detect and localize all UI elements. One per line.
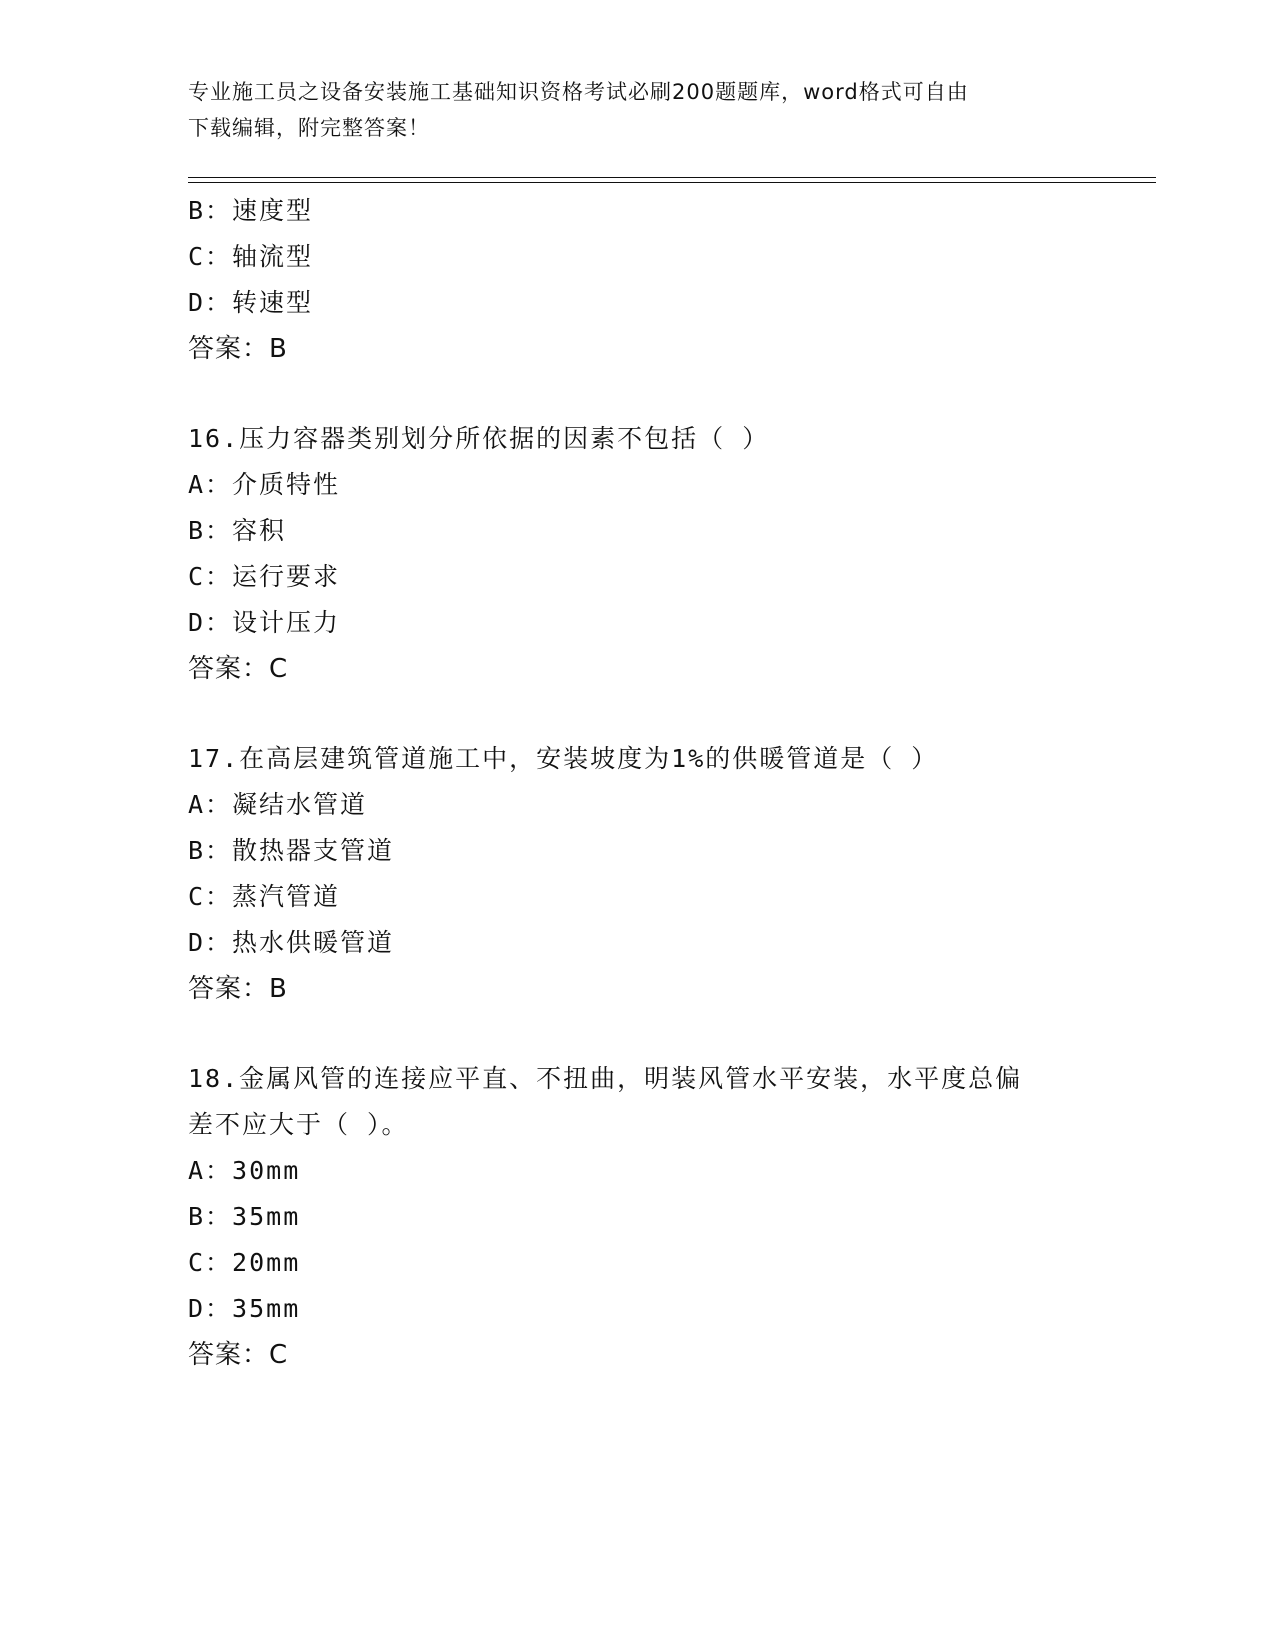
question-block-17 <box>188 736 1088 1012</box>
option-d: D：设计压力 <box>188 608 341 637</box>
question-stem-line-2: 差不应大于（ ）。 <box>188 1110 409 1139</box>
option-a: A：介质特性 <box>188 470 341 499</box>
question-list <box>188 188 1088 1378</box>
option-c: C：运行要求 <box>188 562 341 591</box>
option-b: B：容积 <box>188 516 287 545</box>
answer-line: 答案：C <box>188 654 289 684</box>
question-block-15 <box>188 188 1088 372</box>
option-b: B：速度型 <box>188 196 314 225</box>
question-block-18 <box>188 1056 1088 1378</box>
option-c: C：20mm <box>188 1248 301 1277</box>
header-title-line-1: 专业施工员之设备安装施工基础知识资格考试必刷200题题库，word格式可自由 <box>188 80 969 104</box>
answer-line: 答案：B <box>188 334 288 364</box>
answer-line: 答案：C <box>188 1340 289 1370</box>
header-title-line-2: 下载编辑，附完整答案！ <box>188 116 430 140</box>
option-d: D：35mm <box>188 1294 301 1323</box>
document-header <box>188 74 1088 146</box>
question-stem-line-1: 18.金属风管的连接应平直、不扭曲，明装风管水平安装，水平度总偏 <box>188 1064 1023 1093</box>
option-a: A：30mm <box>188 1156 301 1185</box>
question-block-16 <box>188 416 1088 692</box>
header-divider-bottom <box>188 182 1156 183</box>
option-a: A：凝结水管道 <box>188 790 368 819</box>
option-b: B：35mm <box>188 1202 301 1231</box>
question-stem: 17.在高层建筑管道施工中，安装坡度为1%的供暖管道是（ ） <box>188 744 939 773</box>
header-divider-top <box>188 177 1156 178</box>
option-b: B：散热器支管道 <box>188 836 395 865</box>
option-c: C：轴流型 <box>188 242 314 271</box>
option-d: D：转速型 <box>188 288 314 317</box>
option-c: C：蒸汽管道 <box>188 882 341 911</box>
answer-line: 答案：B <box>188 974 288 1004</box>
option-d: D：热水供暖管道 <box>188 928 395 957</box>
question-stem: 16.压力容器类别划分所依据的因素不包括（ ） <box>188 424 770 453</box>
